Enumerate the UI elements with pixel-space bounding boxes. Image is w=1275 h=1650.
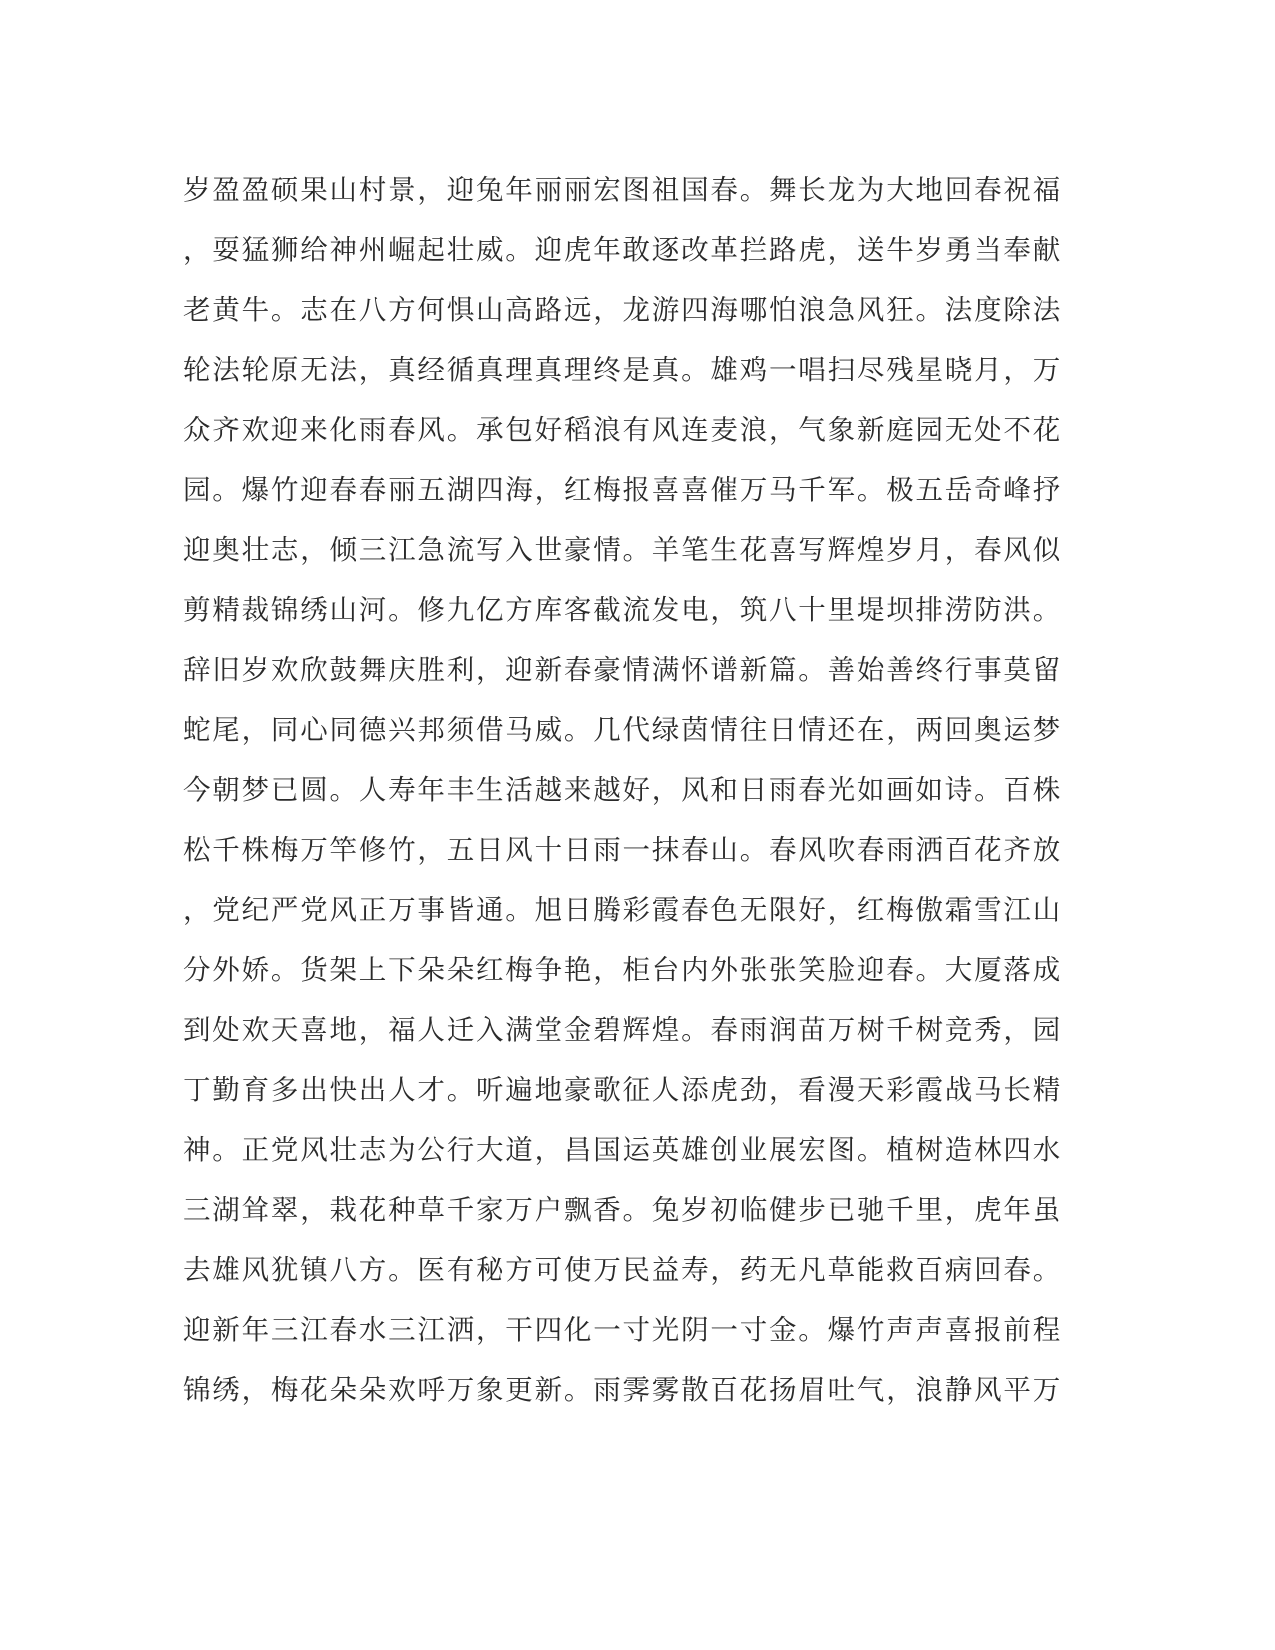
text-line-3: 老黄牛。志在八方何惧山高路远，龙游四海哪怕浪急风狂。法度除法	[183, 294, 1062, 326]
text-line-15: 到处欢天喜地，福人迁入满堂金碧辉煌。春雨润苗万树千树竞秀，园	[183, 1014, 1062, 1046]
text-line-17: 神。正党风壮志为公行大道，昌国运英雄创业展宏图。植树造林四水	[183, 1134, 1062, 1166]
text-line-19: 去雄风犹镇八方。医有秘方可使万民益寿，药无凡草能救百病回春。	[183, 1254, 1062, 1286]
text-line-9: 辞旧岁欢欣鼓舞庆胜利，迎新春豪情满怀谱新篇。善始善终行事莫留	[183, 654, 1062, 686]
text-line-16: 丁勤育多出快出人才。听遍地豪歌征人添虎劲，看漫天彩霞战马长精	[183, 1074, 1062, 1106]
text-line-13: ，党纪严党风正万事皆通。旭日腾彩霞春色无限好，红梅傲霜雪江山	[183, 894, 1062, 926]
text-line-1: 岁盈盈硕果山村景，迎兔年丽丽宏图祖国春。舞长龙为大地回春祝福	[183, 174, 1062, 206]
text-line-12: 松千株梅万竿修竹，五日风十日雨一抹春山。春风吹春雨洒百花齐放	[183, 834, 1062, 866]
text-line-21: 锦绣，梅花朵朵欢呼万象更新。雨霁雾散百花扬眉吐气，浪静风平万	[183, 1374, 1062, 1406]
body-text	[183, 160, 1063, 1420]
text-line-5: 众齐欢迎来化雨春风。承包好稻浪有风连麦浪，气象新庭园无处不花	[183, 414, 1062, 446]
text-line-8: 剪精裁锦绣山河。修九亿方库客截流发电，筑八十里堤坝排涝防洪。	[183, 594, 1062, 626]
text-line-10: 蛇尾，同心同德兴邦须借马威。几代绿茵情往日情还在，两回奥运梦	[183, 714, 1062, 746]
text-line-7: 迎奥壮志，倾三江急流写入世豪情。羊笔生花喜写辉煌岁月，春风似	[183, 534, 1062, 566]
text-line-11: 今朝梦已圆。人寿年丰生活越来越好，风和日雨春光如画如诗。百株	[183, 774, 1062, 806]
text-line-20: 迎新年三江春水三江洒，干四化一寸光阴一寸金。爆竹声声喜报前程	[183, 1314, 1062, 1346]
text-line-18: 三湖耸翠，栽花种草千家万户飘香。兔岁初临健步已驰千里，虎年虽	[183, 1194, 1062, 1226]
text-line-2: ，耍猛狮给神州崛起壮威。迎虎年敢逐改革拦路虎，送牛岁勇当奉献	[183, 234, 1062, 266]
text-line-4: 轮法轮原无法，真经循真理真理终是真。雄鸡一唱扫尽残星晓月，万	[183, 354, 1062, 386]
text-line-6: 园。爆竹迎春春丽五湖四海，红梅报喜喜催万马千军。极五岳奇峰抒	[183, 474, 1062, 506]
text-line-14: 分外娇。货架上下朵朵红梅争艳，柜台内外张张笑脸迎春。大厦落成	[183, 954, 1062, 986]
